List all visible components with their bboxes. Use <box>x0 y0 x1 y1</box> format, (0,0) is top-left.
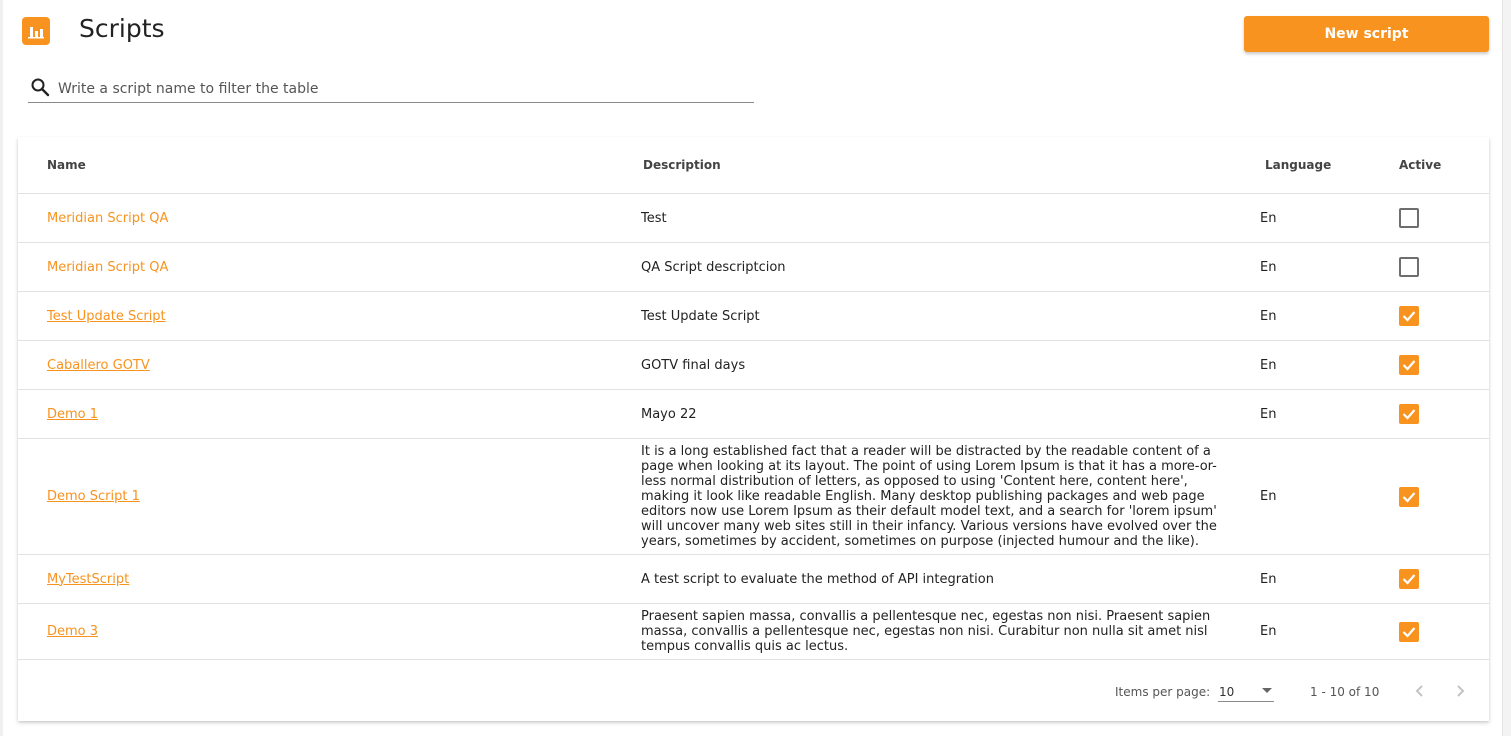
description-cell <box>641 243 1231 291</box>
name-cell <box>47 243 607 291</box>
description-text: Praesent sapien massa, convallis a pellentesque nec, egestas non nisi. Praesent sapien massa, convallis a pellentesque nec, egestas non nisi. Curabitur non nulla sit amet nisl tempus convallis quis ac lectus. <box>641 609 1211 654</box>
items-per-page-label: Items per page: <box>1115 685 1211 699</box>
description-cell <box>641 341 1231 389</box>
table-row[interactable] <box>18 243 1489 292</box>
column-header-active[interactable]: Active <box>1399 158 1442 172</box>
scripts-table <box>18 137 1489 721</box>
check-icon <box>1402 491 1416 503</box>
previous-page-button[interactable] <box>1408 679 1432 703</box>
active-cell <box>1399 555 1459 603</box>
active-cell <box>1399 390 1459 438</box>
name-cell <box>47 194 607 242</box>
page-size-value: 10 <box>1219 685 1235 699</box>
active-checkbox[interactable] <box>1399 404 1419 424</box>
table-row[interactable] <box>18 341 1489 390</box>
check-icon <box>1402 359 1416 371</box>
column-header-description[interactable]: Description <box>643 158 721 172</box>
script-name-link[interactable]: Test Update Script <box>47 308 166 324</box>
column-header-name[interactable]: Name <box>47 158 86 172</box>
description-text: Test Update Script <box>641 308 760 324</box>
description-cell <box>641 194 1231 242</box>
script-name-link[interactable]: Meridian Script QA <box>47 259 169 275</box>
check-icon <box>1402 408 1416 420</box>
search-input[interactable] <box>58 78 738 100</box>
chevron-right-icon <box>1454 684 1466 698</box>
active-cell <box>1399 194 1459 242</box>
page-size-select[interactable] <box>1218 682 1274 702</box>
active-checkbox[interactable] <box>1399 257 1419 277</box>
table-row[interactable] <box>18 439 1489 555</box>
script-name-link[interactable]: Demo 3 <box>47 624 99 639</box>
check-icon <box>1402 573 1416 585</box>
active-checkbox[interactable] <box>1399 569 1419 589</box>
description-text: A test script to evaluate the method of API integration <box>641 571 994 587</box>
active-cell <box>1399 341 1459 389</box>
language-cell: En <box>1260 489 1277 504</box>
name-cell <box>47 604 607 659</box>
scrollbar-track[interactable] <box>1502 0 1511 736</box>
script-name-link[interactable]: MyTestScript <box>47 571 130 587</box>
description-text: Test <box>641 210 667 226</box>
description-cell <box>641 604 1231 659</box>
table-row[interactable] <box>18 390 1489 439</box>
page-title: Scripts <box>79 14 165 43</box>
chevron-down-icon <box>1262 688 1272 693</box>
description-cell <box>641 555 1231 603</box>
name-cell <box>47 390 607 438</box>
description-text: It is a long established fact that a reader will be distracted by the readable content of a page when looking at its layout. The point of using Lorem Ipsum is that it has a more-or-less normal distribution of letters, as opposed to using 'Content here, content here', making it look like readable English. Many desktop publishing packages and web page editors now use Lorem Ipsum as their default model text, and a search for 'lorem ipsum' will uncover many web sites still in their infancy. Various versions have evolved over the years, sometimes by accident, sometimes on purpose (injected humour and the like). <box>641 444 1217 549</box>
table-row[interactable] <box>18 194 1489 243</box>
chevron-left-icon <box>1414 684 1426 698</box>
active-checkbox[interactable] <box>1399 306 1419 326</box>
left-edge <box>0 0 3 736</box>
table-row[interactable] <box>18 292 1489 341</box>
active-cell <box>1399 243 1459 291</box>
check-icon <box>1402 626 1416 638</box>
search-bar <box>28 74 754 103</box>
description-cell <box>641 292 1231 340</box>
description-text: GOTV final days <box>641 357 746 373</box>
active-checkbox[interactable] <box>1399 487 1419 507</box>
language-cell: En <box>1260 259 1277 275</box>
new-script-button[interactable]: New script <box>1244 16 1489 52</box>
script-name-link[interactable]: Demo 1 <box>47 406 99 422</box>
language-cell: En <box>1260 308 1277 324</box>
name-cell <box>47 341 607 389</box>
language-cell: En <box>1260 571 1277 587</box>
description-text: QA Script descriptcion <box>641 259 786 275</box>
active-cell <box>1399 439 1459 554</box>
search-icon <box>30 77 50 97</box>
table-row[interactable] <box>18 555 1489 604</box>
next-page-button[interactable] <box>1448 679 1472 703</box>
active-cell <box>1399 604 1459 659</box>
table-header-row <box>18 137 1489 194</box>
paginator <box>18 659 1489 721</box>
name-cell <box>47 555 607 603</box>
script-name-link[interactable]: Meridian Script QA <box>47 210 169 226</box>
language-cell: En <box>1260 624 1277 639</box>
language-cell: En <box>1260 357 1277 373</box>
name-cell <box>47 292 607 340</box>
description-text: Mayo 22 <box>641 406 697 422</box>
active-cell <box>1399 292 1459 340</box>
range-label: 1 - 10 of 10 <box>1310 685 1380 699</box>
active-checkbox[interactable] <box>1399 622 1419 642</box>
bar-chart-icon <box>22 17 50 45</box>
language-cell: En <box>1260 406 1277 422</box>
script-name-link[interactable]: Demo Script 1 <box>47 489 140 504</box>
script-name-link[interactable]: Caballero GOTV <box>47 357 150 373</box>
active-checkbox[interactable] <box>1399 355 1419 375</box>
language-cell: En <box>1260 210 1277 226</box>
description-cell <box>641 390 1231 438</box>
description-cell <box>641 439 1231 554</box>
column-header-language[interactable]: Language <box>1265 158 1332 172</box>
check-icon <box>1402 310 1416 322</box>
name-cell <box>47 439 607 554</box>
table-row[interactable] <box>18 604 1489 660</box>
active-checkbox[interactable] <box>1399 208 1419 228</box>
